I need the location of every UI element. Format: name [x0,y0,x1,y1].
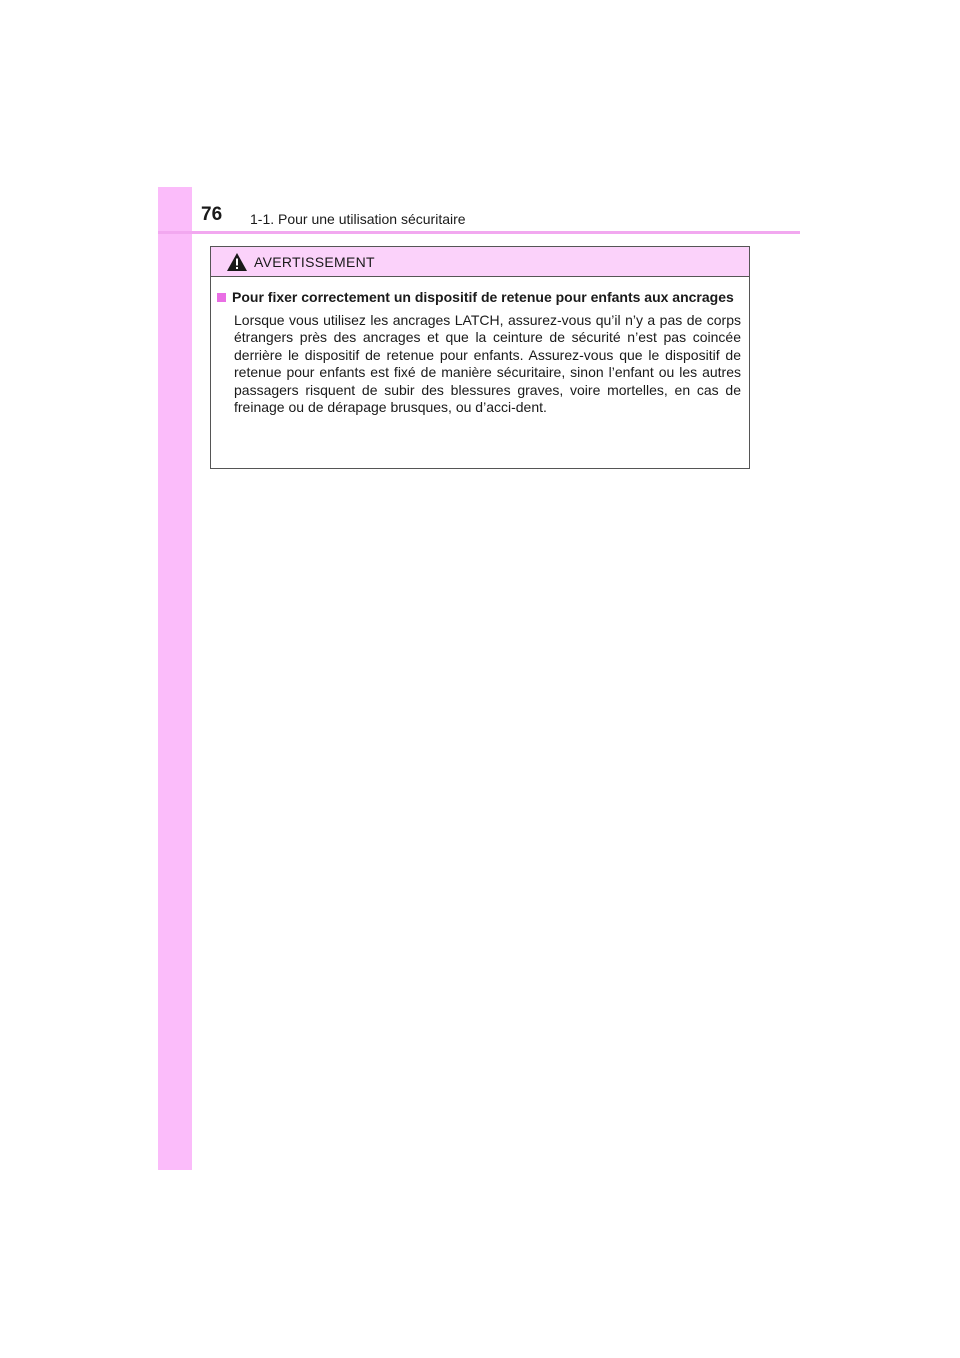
warning-header [211,247,749,277]
side-tab [158,187,192,1170]
header-rule [158,231,800,234]
warning-box [210,246,750,469]
section-title: 1-1. Pour une utilisation sécuritaire [250,211,466,227]
page-number: 76 [201,204,223,225]
warning-body [211,277,749,417]
warning-item-text: Lorsque vous utilisez les ancrages LATCH, assurez-vous qu’il n’y a pas de corps étrangers près des ancrages et que la ceinture de sécurité n’est pas coincée derrière le dispositif de retenue pour enfants. Assurez-vous que le dispositif de retenue pour enfants est fixé de manière sécuritaire, sinon l’enfant ou les autres passagers risquent de subir des blessures graves, voire mortelles, en cas de freinage ou de dérapage brusques, ou d’acci-dent. [234,311,741,416]
warning-triangle-icon [226,252,248,272]
square-bullet-icon [217,293,226,302]
warning-label: AVERTISSEMENT [254,254,375,270]
warning-item-heading [217,289,741,307]
warning-item-heading-text: Pour fixer correctement un dispositif de retenue pour enfants aux ancrages [232,289,734,305]
